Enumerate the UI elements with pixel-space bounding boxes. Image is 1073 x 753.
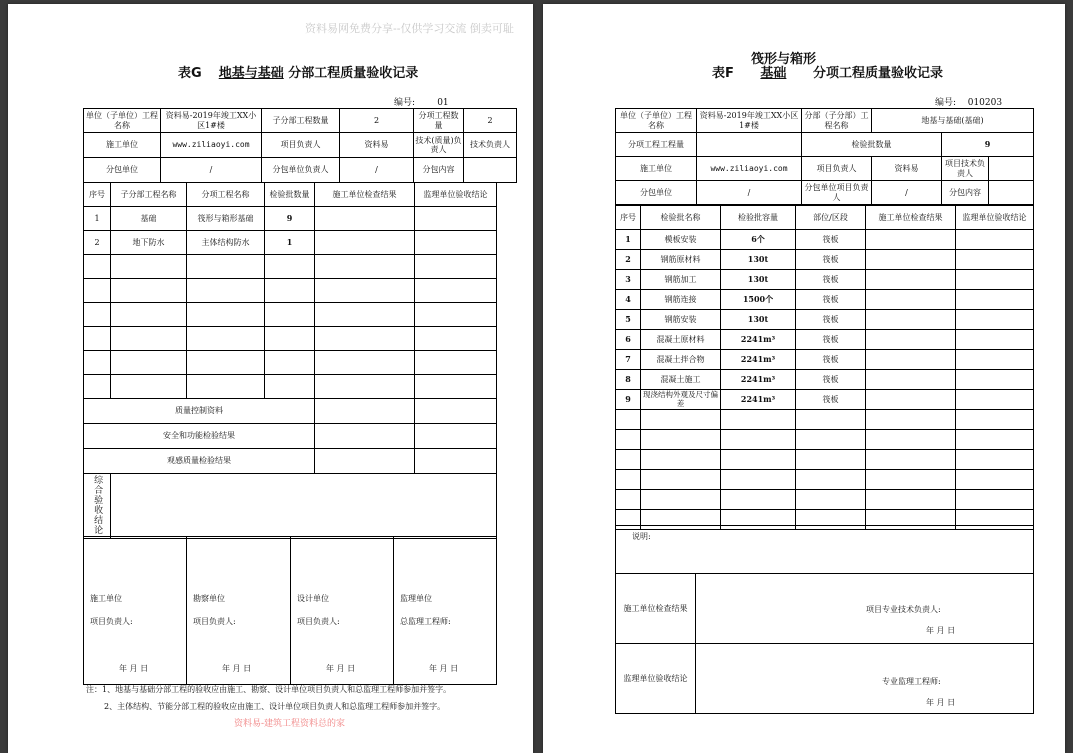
empty-cell [641,470,721,490]
row-seq: 1 [84,207,111,231]
empty-cell[interactable] [315,375,415,399]
batch-count-label: 检验批数量 [802,133,942,157]
contractor-value: www.ziliaoyi.com [697,157,802,181]
number-value: 010203 [959,98,1011,109]
tech-manager-label: 技术(质量)负责人 [414,133,464,158]
empty-cell [187,255,265,279]
right-bottom-table [615,525,1034,714]
row-batch-name: 混凝土拌合物 [641,350,721,370]
empty-cell [721,450,796,470]
empty-cell[interactable] [415,375,497,399]
empty-cell [84,327,111,351]
empty-cell [616,450,641,470]
overall-conclusion-value[interactable] [111,474,497,539]
right-items-table [615,205,1034,530]
unit-project-label: 单位（子单位）工程名称 [616,109,697,133]
subitem-fill: 基础 [760,66,787,81]
row-seq: 5 [616,310,641,330]
empty-cell [721,430,796,450]
empty-cell[interactable] [315,327,415,351]
empty-cell [187,327,265,351]
contractor-label: 施工单位 [84,133,161,158]
empty-cell[interactable] [866,430,956,450]
left-signature-table [83,536,497,685]
row-location: 筏板 [796,390,866,410]
row-capacity: 1500个 [721,290,796,310]
row-seq: 6 [616,330,641,350]
top-watermark: 资料易网免费分享--仅供学习交流 倒卖可耻 [305,22,514,35]
row-batch-name: 混凝土原材料 [641,330,721,350]
row-capacity: 2241m³ [721,390,796,410]
row-location: 筏板 [796,310,866,330]
row-supervisor-conclusion[interactable] [956,330,1034,350]
row-contractor-result[interactable] [866,250,956,270]
empty-cell [721,410,796,430]
empty-cell[interactable] [956,450,1034,470]
table-row [616,310,1034,330]
appearance-quality-label: 观感质量检验结果 [84,449,315,474]
table-row [616,230,1034,250]
empty-cell [265,279,315,303]
col-header-location: 部位/区段 [796,206,866,230]
col-header-subitem: 分项工程名称 [187,183,265,207]
row-subitem: 主体结构防水 [187,231,265,255]
sub-division-count-label: 子分部工程数量 [262,109,340,133]
empty-cell[interactable] [315,279,415,303]
empty-cell [84,255,111,279]
row-batch-name: 钢筋连接 [641,290,721,310]
row-location: 筏板 [796,330,866,350]
empty-cell[interactable] [315,351,415,375]
signer-date: 年 月 日 [222,664,252,673]
tech-manager-value: 技术负责人 [464,133,517,158]
row-batch-name: 钢筋加工 [641,270,721,290]
table-row [84,231,497,255]
overall-conclusion-label-cell [84,474,111,539]
empty-cell [641,450,721,470]
right-number [935,95,1011,109]
empty-cell[interactable] [866,470,956,490]
form-code: 表F [712,66,734,81]
signer-survey[interactable] [187,537,291,685]
construction-date: 年 月 日 [926,626,956,635]
safety-function-conclusion[interactable] [415,424,497,449]
empty-cell [641,490,721,510]
col-header-subdivision: 子分部工程名称 [111,183,187,207]
table-row [84,207,497,231]
signer-unit: 施工单位 [90,594,122,603]
empty-cell[interactable] [415,279,497,303]
col-header-seq: 序号 [84,183,111,207]
supervision-sign-label: 专业监理工程师: [882,677,941,686]
tech-manager-value[interactable] [989,157,1034,181]
tech-manager-label: 项目技术负责人 [942,157,989,181]
row-capacity: 6个 [721,230,796,250]
empty-cell[interactable] [956,470,1034,490]
empty-cell[interactable] [866,410,956,430]
row-supervisor-conclusion[interactable] [956,250,1034,270]
right-info-table [615,108,1034,205]
empty-cell[interactable] [315,255,415,279]
empty-cell [265,351,315,375]
empty-cell [265,327,315,351]
row-contractor-result[interactable] [315,231,415,255]
row-batch-name: 钢筋安装 [641,310,721,330]
left-document-page [8,4,533,753]
empty-cell[interactable] [956,410,1034,430]
empty-cell [111,255,187,279]
row-contractor-result[interactable] [866,330,956,350]
contractor-label: 施工单位 [616,157,697,181]
project-manager-label: 项目负责人 [262,133,340,158]
signer-design[interactable] [291,537,394,685]
appearance-quality-conclusion[interactable] [415,449,497,474]
empty-cell [616,430,641,450]
signer-contractor[interactable] [84,537,187,685]
subcontractor-manager-label: 分包单位项目负责人 [802,181,872,205]
row-subitem: 筏形与箱形基础 [187,207,265,231]
table-row [616,430,1034,450]
row-capacity: 130t [721,270,796,290]
row-batch-name: 模板安装 [641,230,721,250]
empty-cell [796,490,866,510]
col-header-seq: 序号 [616,206,641,230]
row-supervisor-conclusion[interactable] [956,350,1034,370]
subcontract-content-label: 分包内容 [942,181,989,205]
subcontractor-value: / [697,181,802,205]
row-batch-name: 现浇结构外观及尺寸偏差 [641,390,721,410]
empty-cell[interactable] [956,430,1034,450]
signer-unit: 监理单位 [400,594,432,603]
empty-cell[interactable] [415,303,497,327]
sub-item-count-label: 分项工程数量 [414,109,464,133]
subitem-quantity-label: 分项工程工程量 [616,133,697,157]
row-location: 筏板 [796,270,866,290]
empty-cell[interactable] [866,490,956,510]
signer-date: 年 月 日 [326,664,356,673]
row-supervisor-conclusion[interactable] [956,290,1034,310]
table-row [84,327,497,351]
table-row [616,410,1034,430]
table-row [84,279,497,303]
row-location: 筏板 [796,250,866,270]
row-capacity: 2241m³ [721,350,796,370]
row-batch-count: 1 [265,231,315,255]
row-capacity: 2241m³ [721,330,796,350]
row-contractor-result[interactable] [866,310,956,330]
row-capacity: 2241m³ [721,370,796,390]
table-row [616,370,1034,390]
row-contractor-result[interactable] [866,390,956,410]
division-name-value: 地基与基础(基础) [872,109,1034,133]
empty-cell [84,351,111,375]
signer-person: 项目负责人: [193,617,236,626]
project-manager-value: 资料易 [872,157,942,181]
row-seq: 7 [616,350,641,370]
col-header-contractor-result: 施工单位检查结果 [315,183,415,207]
appearance-quality-result[interactable] [315,449,415,474]
subcontract-content-value[interactable] [989,181,1034,205]
empty-cell [641,410,721,430]
quality-control-docs-result[interactable] [315,399,415,424]
row-seq: 4 [616,290,641,310]
table-row [84,351,497,375]
empty-cell [616,490,641,510]
left-info-table [83,108,517,183]
row-seq: 2 [84,231,111,255]
construction-result-label: 施工单位检查结果 [616,574,696,644]
subitem-name: 筏形与箱形 [751,52,817,67]
number-value: 01 [418,98,468,109]
col-header-supervisor-conclusion: 监理单位验收结论 [956,206,1034,230]
footer-watermark: 资料易-建筑工程资料总的家 [234,719,346,729]
signer-person: 项目负责人: [90,617,133,626]
row-seq: 1 [616,230,641,250]
empty-cell[interactable] [956,490,1034,510]
supervision-conclusion-label: 监理单位验收结论 [616,644,696,714]
row-supervisor-conclusion[interactable] [956,270,1034,290]
empty-cell [616,410,641,430]
empty-cell[interactable] [315,303,415,327]
col-header-batch-capacity: 检验批容量 [721,206,796,230]
left-items-table [83,182,497,539]
empty-cell [187,279,265,303]
row-supervisor-conclusion[interactable] [956,370,1034,390]
subcontractor-label: 分包单位 [84,158,161,183]
row-supervisor-conclusion[interactable] [415,207,497,231]
row-location: 筏板 [796,290,866,310]
row-batch-name: 钢筋原材料 [641,250,721,270]
empty-cell[interactable] [415,327,497,351]
division-name: 地基与基础 [218,66,284,81]
subcontractor-label: 分包单位 [616,181,697,205]
row-contractor-result[interactable] [866,370,956,390]
empty-cell [187,375,265,399]
subcontractor-value: / [161,158,262,183]
subcontract-content-value [464,158,517,183]
row-capacity: 130t [721,310,796,330]
row-contractor-result[interactable] [866,350,956,370]
row-capacity: 130t [721,250,796,270]
signer-person: 项目负责人: [297,617,340,626]
row-supervisor-conclusion[interactable] [956,390,1034,410]
project-manager-label: 项目负责人 [802,157,872,181]
row-seq: 9 [616,390,641,410]
subitem-quantity-value[interactable] [697,133,802,157]
row-contractor-result[interactable] [866,230,956,250]
col-header-contractor-result: 施工单位检查结果 [866,206,956,230]
row-supervisor-conclusion[interactable] [956,310,1034,330]
signer-date: 年 月 日 [119,664,149,673]
table-row [616,270,1034,290]
empty-cell [721,470,796,490]
row-location: 筏板 [796,350,866,370]
empty-cell [796,430,866,450]
table-row [616,250,1034,270]
table-row [616,330,1034,350]
construction-sign-label: 项目专业技术负责人: [866,605,941,614]
division-name-label: 分部（子分部）工程名称 [802,109,872,133]
subcontractor-manager-label: 分包单位负责人 [262,158,340,183]
right-form-title [712,62,943,81]
signer-supervision[interactable] [394,537,497,685]
row-contractor-result[interactable] [866,270,956,290]
empty-cell [265,255,315,279]
table-row [84,303,497,327]
empty-cell [796,450,866,470]
empty-cell [84,375,111,399]
project-manager-value: 资料易 [340,133,414,158]
unit-project-value: 资料易-2019年竣工XX小区1#楼 [697,109,802,133]
signer-unit: 设计单位 [297,594,329,603]
row-contractor-result[interactable] [315,207,415,231]
remark-label: 说明: [632,532,651,541]
col-header-batch-name: 检验批名称 [641,206,721,230]
supervision-conclusion-cell[interactable] [696,644,1034,714]
row-subdivision: 基础 [111,207,187,231]
table-row [84,255,497,279]
quality-control-docs-label: 质量控制资料 [84,399,315,424]
batch-count-value: 9 [942,133,1034,157]
empty-cell [265,375,315,399]
empty-cell [111,327,187,351]
empty-cell [721,490,796,510]
unit-project-value: 资料易-2019年竣工XX小区1#楼 [161,109,262,133]
number-label: 编号: [935,98,957,108]
safety-function-label: 安全和功能检验结果 [84,424,315,449]
empty-cell [265,303,315,327]
row-batch-count: 9 [265,207,315,231]
row-batch-name: 混凝土施工 [641,370,721,390]
table-row [616,350,1034,370]
empty-cell [111,279,187,303]
contractor-value: www.ziliaoyi.com [161,133,262,158]
subcontract-content-label: 分包内容 [414,158,464,183]
remark-cell[interactable] [616,526,1034,574]
form-code: 表G [178,66,202,81]
row-seq: 2 [616,250,641,270]
empty-cell[interactable] [415,255,497,279]
sub-item-count-value: 2 [464,109,517,133]
title-suffix: 分项工程质量验收记录 [812,66,943,81]
empty-cell [187,351,265,375]
empty-cell [111,303,187,327]
number-label: 编号: [394,98,416,108]
empty-cell [796,470,866,490]
empty-cell [84,303,111,327]
empty-cell [111,375,187,399]
overall-conclusion-label: 综合验收结论 [92,474,103,535]
row-supervisor-conclusion[interactable] [415,231,497,255]
row-seq: 3 [616,270,641,290]
subcontractor-manager-value: / [872,181,942,205]
sub-division-count-value: 2 [340,109,414,133]
empty-cell [796,410,866,430]
signer-person: 总监理工程师: [400,617,451,626]
empty-cell[interactable] [415,351,497,375]
table-row [616,470,1034,490]
col-header-batch-count: 检验批数量 [265,183,315,207]
table-row [616,450,1034,470]
row-location: 筏板 [796,370,866,390]
unit-project-label: 单位（子单位）工程名称 [84,109,161,133]
empty-cell[interactable] [866,450,956,470]
empty-cell [641,430,721,450]
col-header-supervisor-conclusion: 监理单位验收结论 [415,183,497,207]
empty-cell [111,351,187,375]
construction-result-cell[interactable] [696,574,1034,644]
footnote-2: 2、主体结构、节能分部工程的验收应由施工、设计单位项目负责人和总监理工程师参加并签字。 [104,702,446,711]
empty-cell [616,470,641,490]
title-suffix: 分部工程质量验收记录 [288,66,419,81]
left-number [394,95,468,109]
table-row [616,490,1034,510]
signer-unit: 勘察单位 [193,594,225,603]
table-row [616,390,1034,410]
supervision-date: 年 月 日 [926,698,956,707]
row-contractor-result[interactable] [866,290,956,310]
safety-function-result[interactable] [315,424,415,449]
row-location: 筏板 [796,230,866,250]
quality-control-docs-conclusion[interactable] [415,399,497,424]
left-form-title [178,62,418,81]
table-row [616,290,1034,310]
empty-cell [187,303,265,327]
row-subdivision: 地下防水 [111,231,187,255]
right-document-page [543,4,1065,753]
signer-date: 年 月 日 [429,664,459,673]
row-supervisor-conclusion[interactable] [956,230,1034,250]
subcontractor-manager-value: / [340,158,414,183]
footnote-1: 注：1、地基与基础分部工程的验收应由施工、勘察、设计单位项目负责人和总监理工程师参加并签字。 [86,685,452,694]
table-row [84,375,497,399]
empty-cell [84,279,111,303]
row-seq: 8 [616,370,641,390]
